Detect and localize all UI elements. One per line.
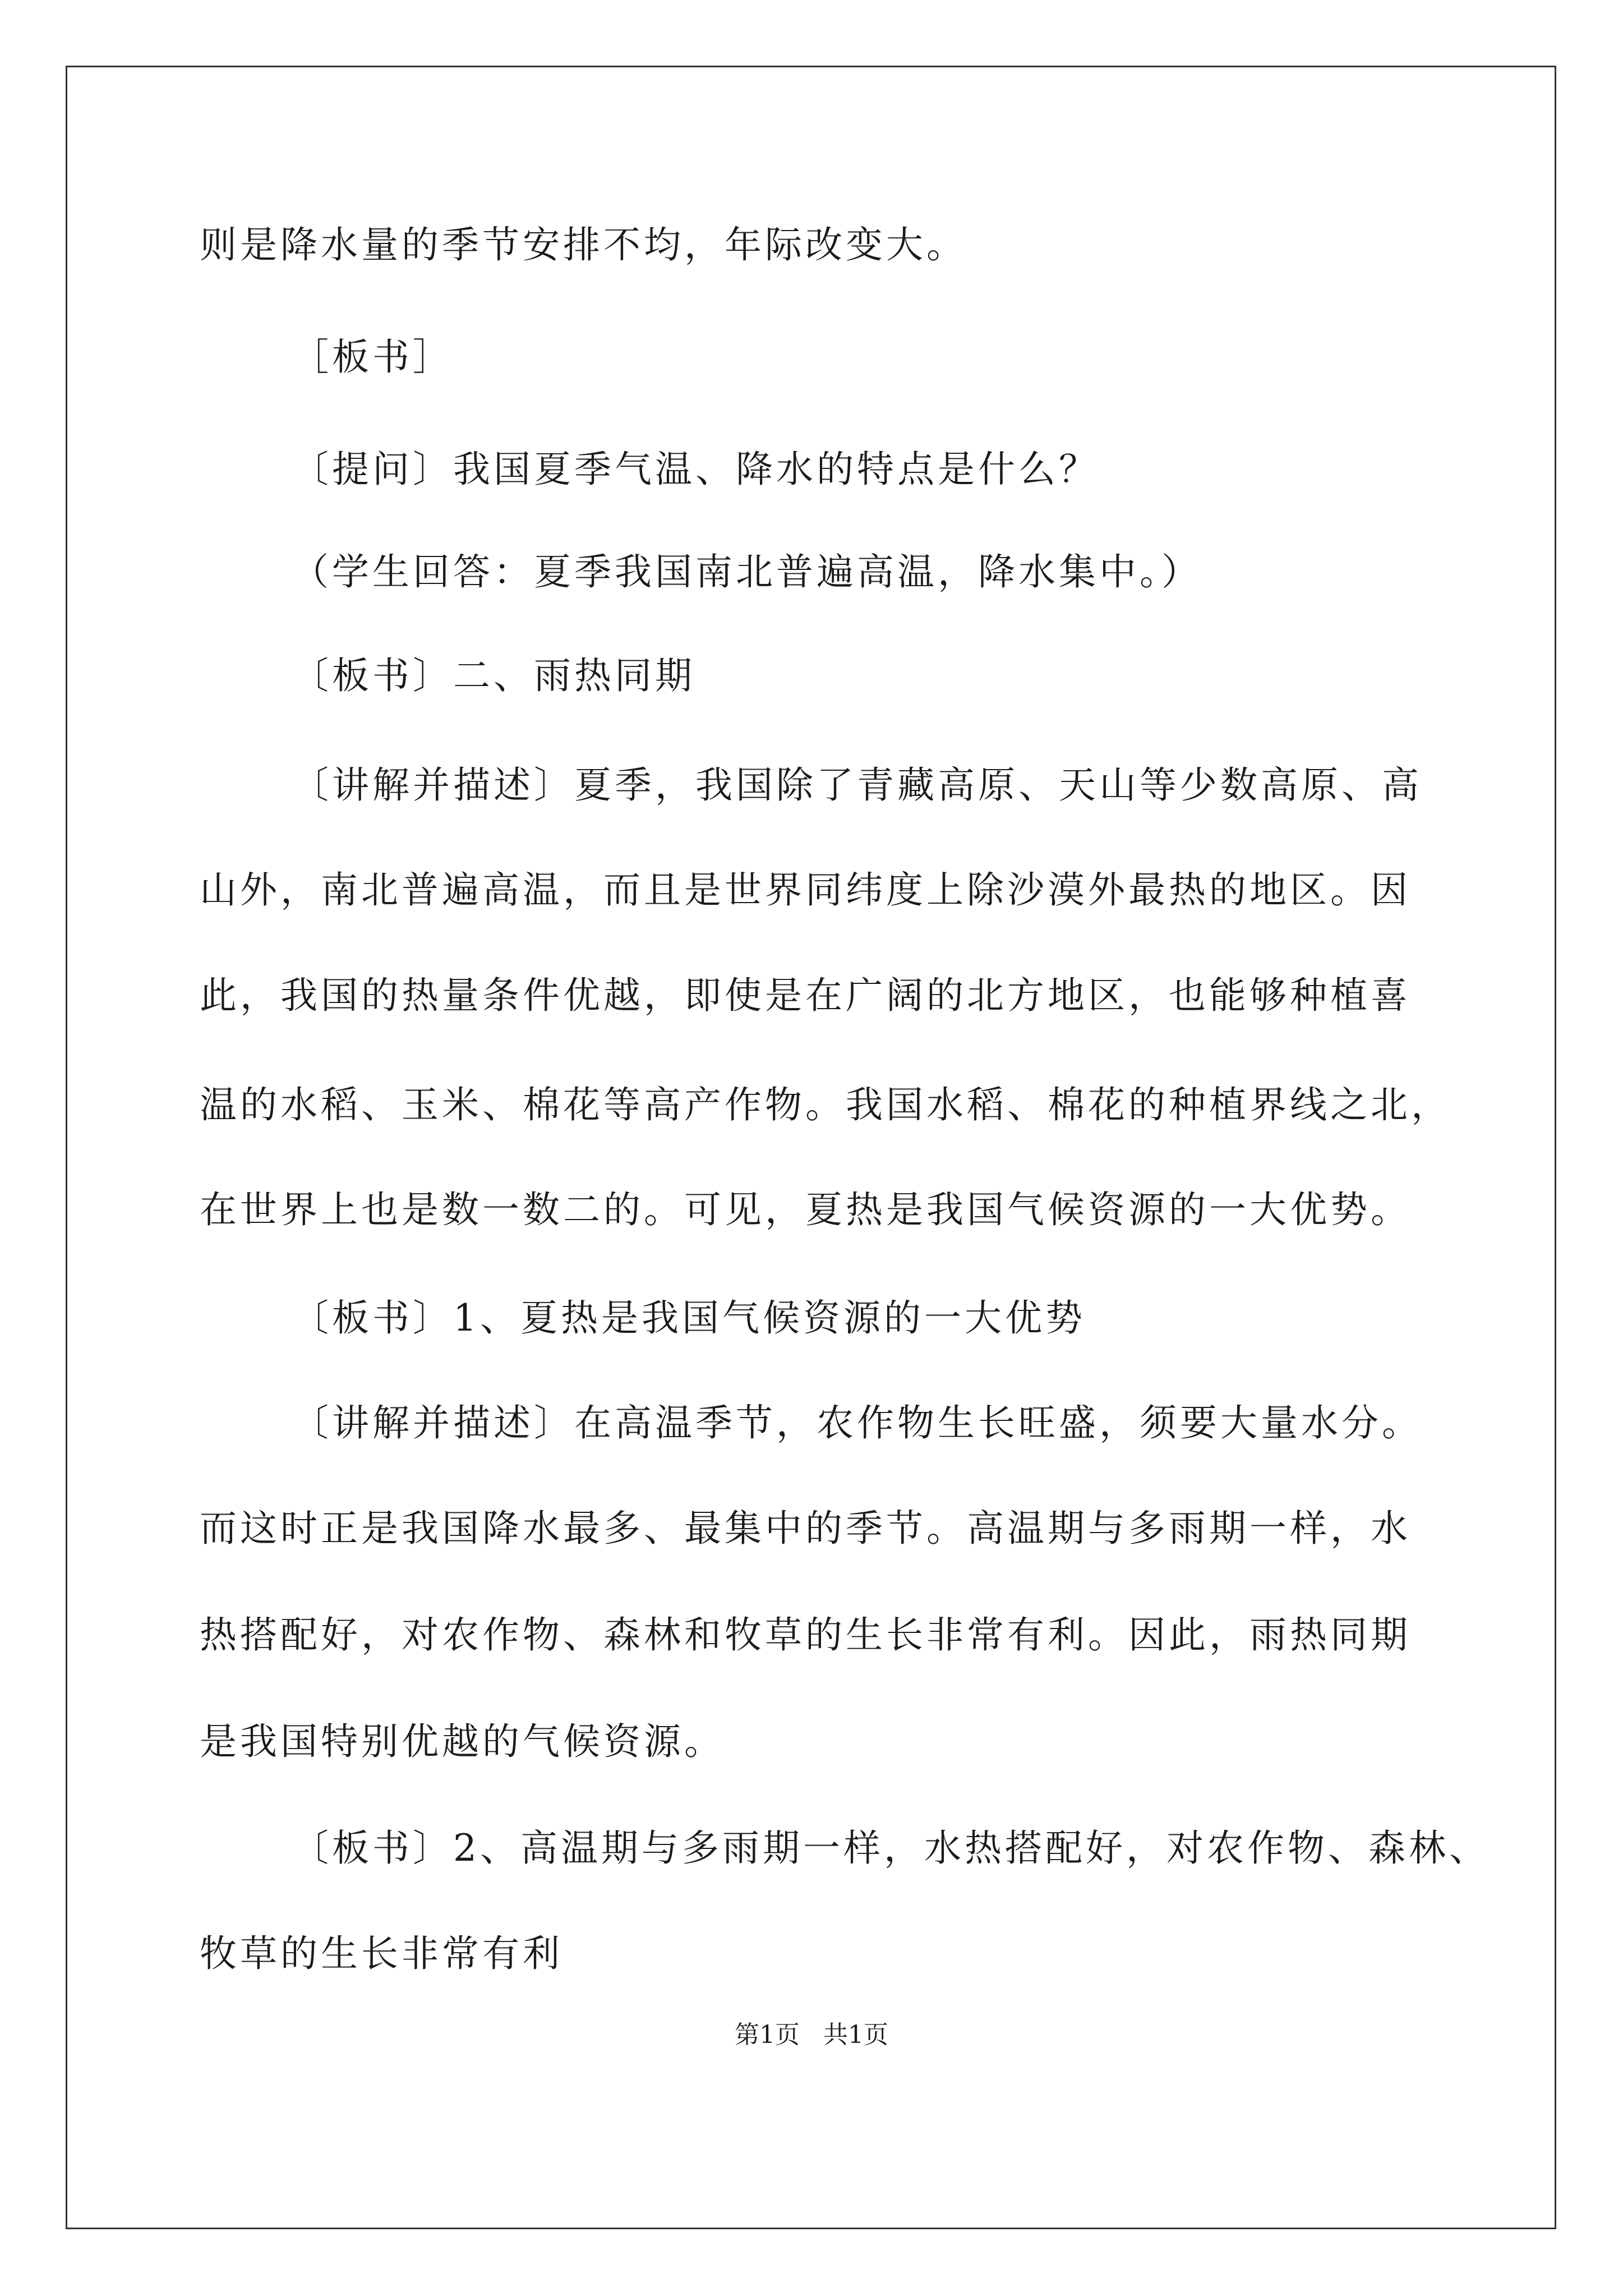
text-line-16: 〔板书〕2、高温期与多雨期一样，水热搭配好，对农作物、森林、 — [292, 1826, 1490, 1870]
text-line-4: （学生回答：夏季我国南北普遍高温，降水集中。） — [292, 550, 1202, 593]
text-line-2: ［板书］ — [292, 335, 453, 379]
text-line-7: 山外，南北普遍高温，而且是世界同纬度上除沙漠外最热的地区。因 — [200, 868, 1411, 912]
text-line-1: 则是降水量的季节安排不均，年际改变大。 — [200, 223, 967, 266]
text-line-9: 温的水稻、玉米、棉花等高产作物。我国水稻、棉花的种植界线之北， — [200, 1083, 1451, 1126]
text-line-17: 牧草的生长非常有利 — [200, 1932, 563, 1975]
text-line-6: 〔讲解并描述〕夏季，我国除了青藏高原、天山等少数高原、高 — [292, 763, 1422, 807]
text-line-15: 是我国特别优越的气候资源。 — [200, 1720, 725, 1763]
text-line-14: 热搭配好，对农作物、森林和牧草的生长非常有利。因此，雨热同期 — [200, 1613, 1411, 1657]
text-line-11: 〔板书〕1、夏热是我国气候资源的一大优势 — [292, 1296, 1086, 1340]
text-line-12: 〔讲解并描述〕在高温季节，农作物生长旺盛，须要大量水分。 — [292, 1401, 1422, 1444]
page-frame — [66, 66, 1556, 2229]
text-line-5: 〔板书〕二、雨热同期 — [292, 654, 695, 697]
text-line-13: 而这时正是我国降水最多、最集中的季节。高温期与多雨期一样，水 — [200, 1507, 1411, 1550]
text-line-10: 在世界上也是数一数二的。可见，夏热是我国气候资源的一大优势。 — [200, 1188, 1411, 1231]
page-footer: 第1页 共1页 — [735, 2021, 888, 2049]
text-line-8: 此，我国的热量条件优越，即使是在广阔的北方地区，也能够种植喜 — [200, 974, 1411, 1017]
text-line-3: 〔提问〕我国夏季气温、降水的特点是什么？ — [292, 448, 1099, 491]
